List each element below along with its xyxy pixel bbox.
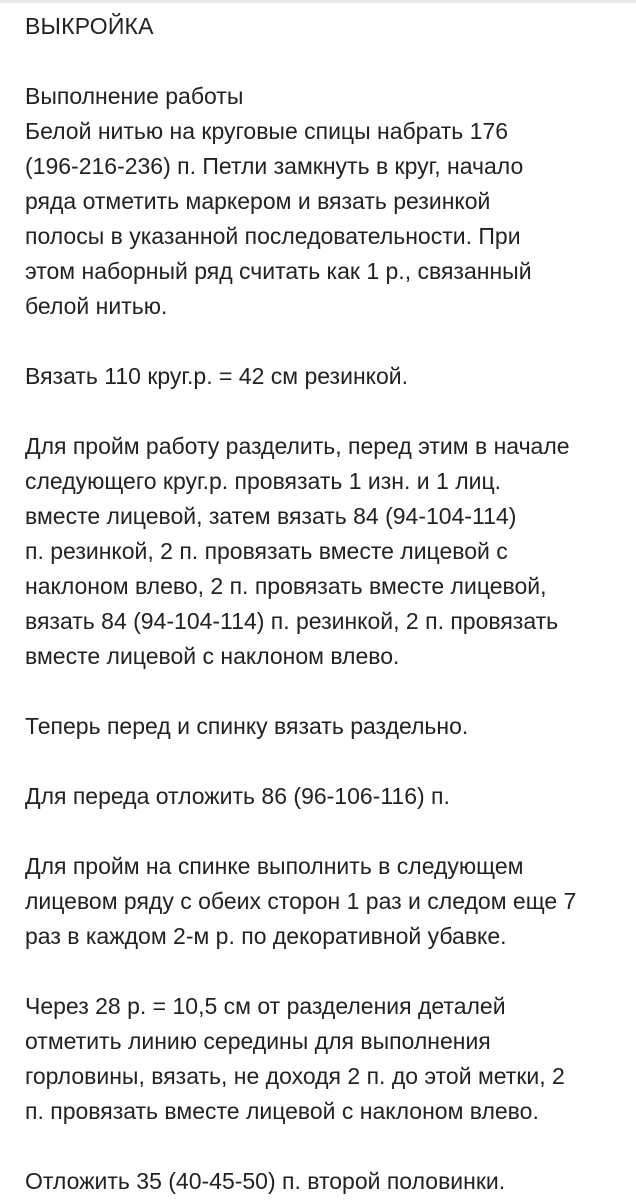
- paragraph-neckline: [25, 989, 625, 1129]
- article-heading: ВЫКРОЙКА: [25, 13, 154, 39]
- paragraph-rib-rows: [25, 359, 625, 394]
- text-line: ряда отметить маркером и вязать резинкой: [25, 188, 491, 214]
- text-line: этом наборный ряд считать как 1 р., связанный: [25, 258, 532, 284]
- article-body: [25, 0, 625, 1199]
- text-line: п. провязать вместе лицевой с наклоном влево.: [25, 1098, 539, 1124]
- paragraph-front-hold: [25, 779, 625, 814]
- text-line: белой нитью.: [25, 293, 168, 319]
- paragraph-separate: [25, 709, 625, 744]
- text-line: раз в каждом 2-м р. по декоративной убавке.: [25, 923, 507, 949]
- text-line: Белой нитью на круговые спицы набрать 176: [25, 118, 509, 144]
- text-line: Выполнение работы: [25, 83, 244, 109]
- text-line: п. резинкой, 2 п. провязать вместе лицевой с: [25, 538, 508, 564]
- text-line: Вязать 110 круг.р. = 42 см резинкой.: [25, 363, 408, 389]
- text-line: полосы в указанной последовательности. При: [25, 223, 521, 249]
- text-line: вязать 84 (94-104-114) п. резинкой, 2 п. провязать: [25, 608, 559, 634]
- text-line: Через 28 р. = 10,5 см от разделения деталей: [25, 993, 506, 1019]
- text-line: Для пройм работу разделить, перед этим в начале: [25, 433, 570, 459]
- text-line: Для переда отложить 86 (96-106-116) п.: [25, 783, 450, 809]
- paragraph-work-start: [25, 79, 625, 324]
- text-line: лицевом ряду с обеих сторон 1 раз и следом еще 7: [25, 888, 577, 914]
- text-line: Отложить 35 (40-45-50) п. второй половинки.: [25, 1168, 506, 1194]
- text-line: отметить линию середины для выполнения: [25, 1028, 491, 1054]
- text-line: наклоном влево, 2 п. провязать вместе лицевой,: [25, 573, 547, 599]
- text-line: вместе лицевой с наклоном влево.: [25, 643, 400, 669]
- text-line: вместе лицевой, затем вязать 84 (94-104-114): [25, 503, 517, 529]
- text-line: (196-216-236) п. Петли замкнуть в круг, начало: [25, 153, 524, 179]
- text-line: Для пройм на спинке выполнить в следующем: [25, 853, 524, 879]
- paragraph-second-half: [25, 1164, 625, 1199]
- text-line: горловины, вязать, не доходя 2 п. до этой метки, 2: [25, 1063, 565, 1089]
- text-line: Теперь перед и спинку вязать раздельно.: [25, 713, 469, 739]
- text-line: следующего круг.р. провязать 1 изн. и 1 лиц.: [25, 468, 502, 494]
- paragraph-armholes-split: [25, 429, 625, 674]
- paragraph-back-armholes: [25, 849, 625, 954]
